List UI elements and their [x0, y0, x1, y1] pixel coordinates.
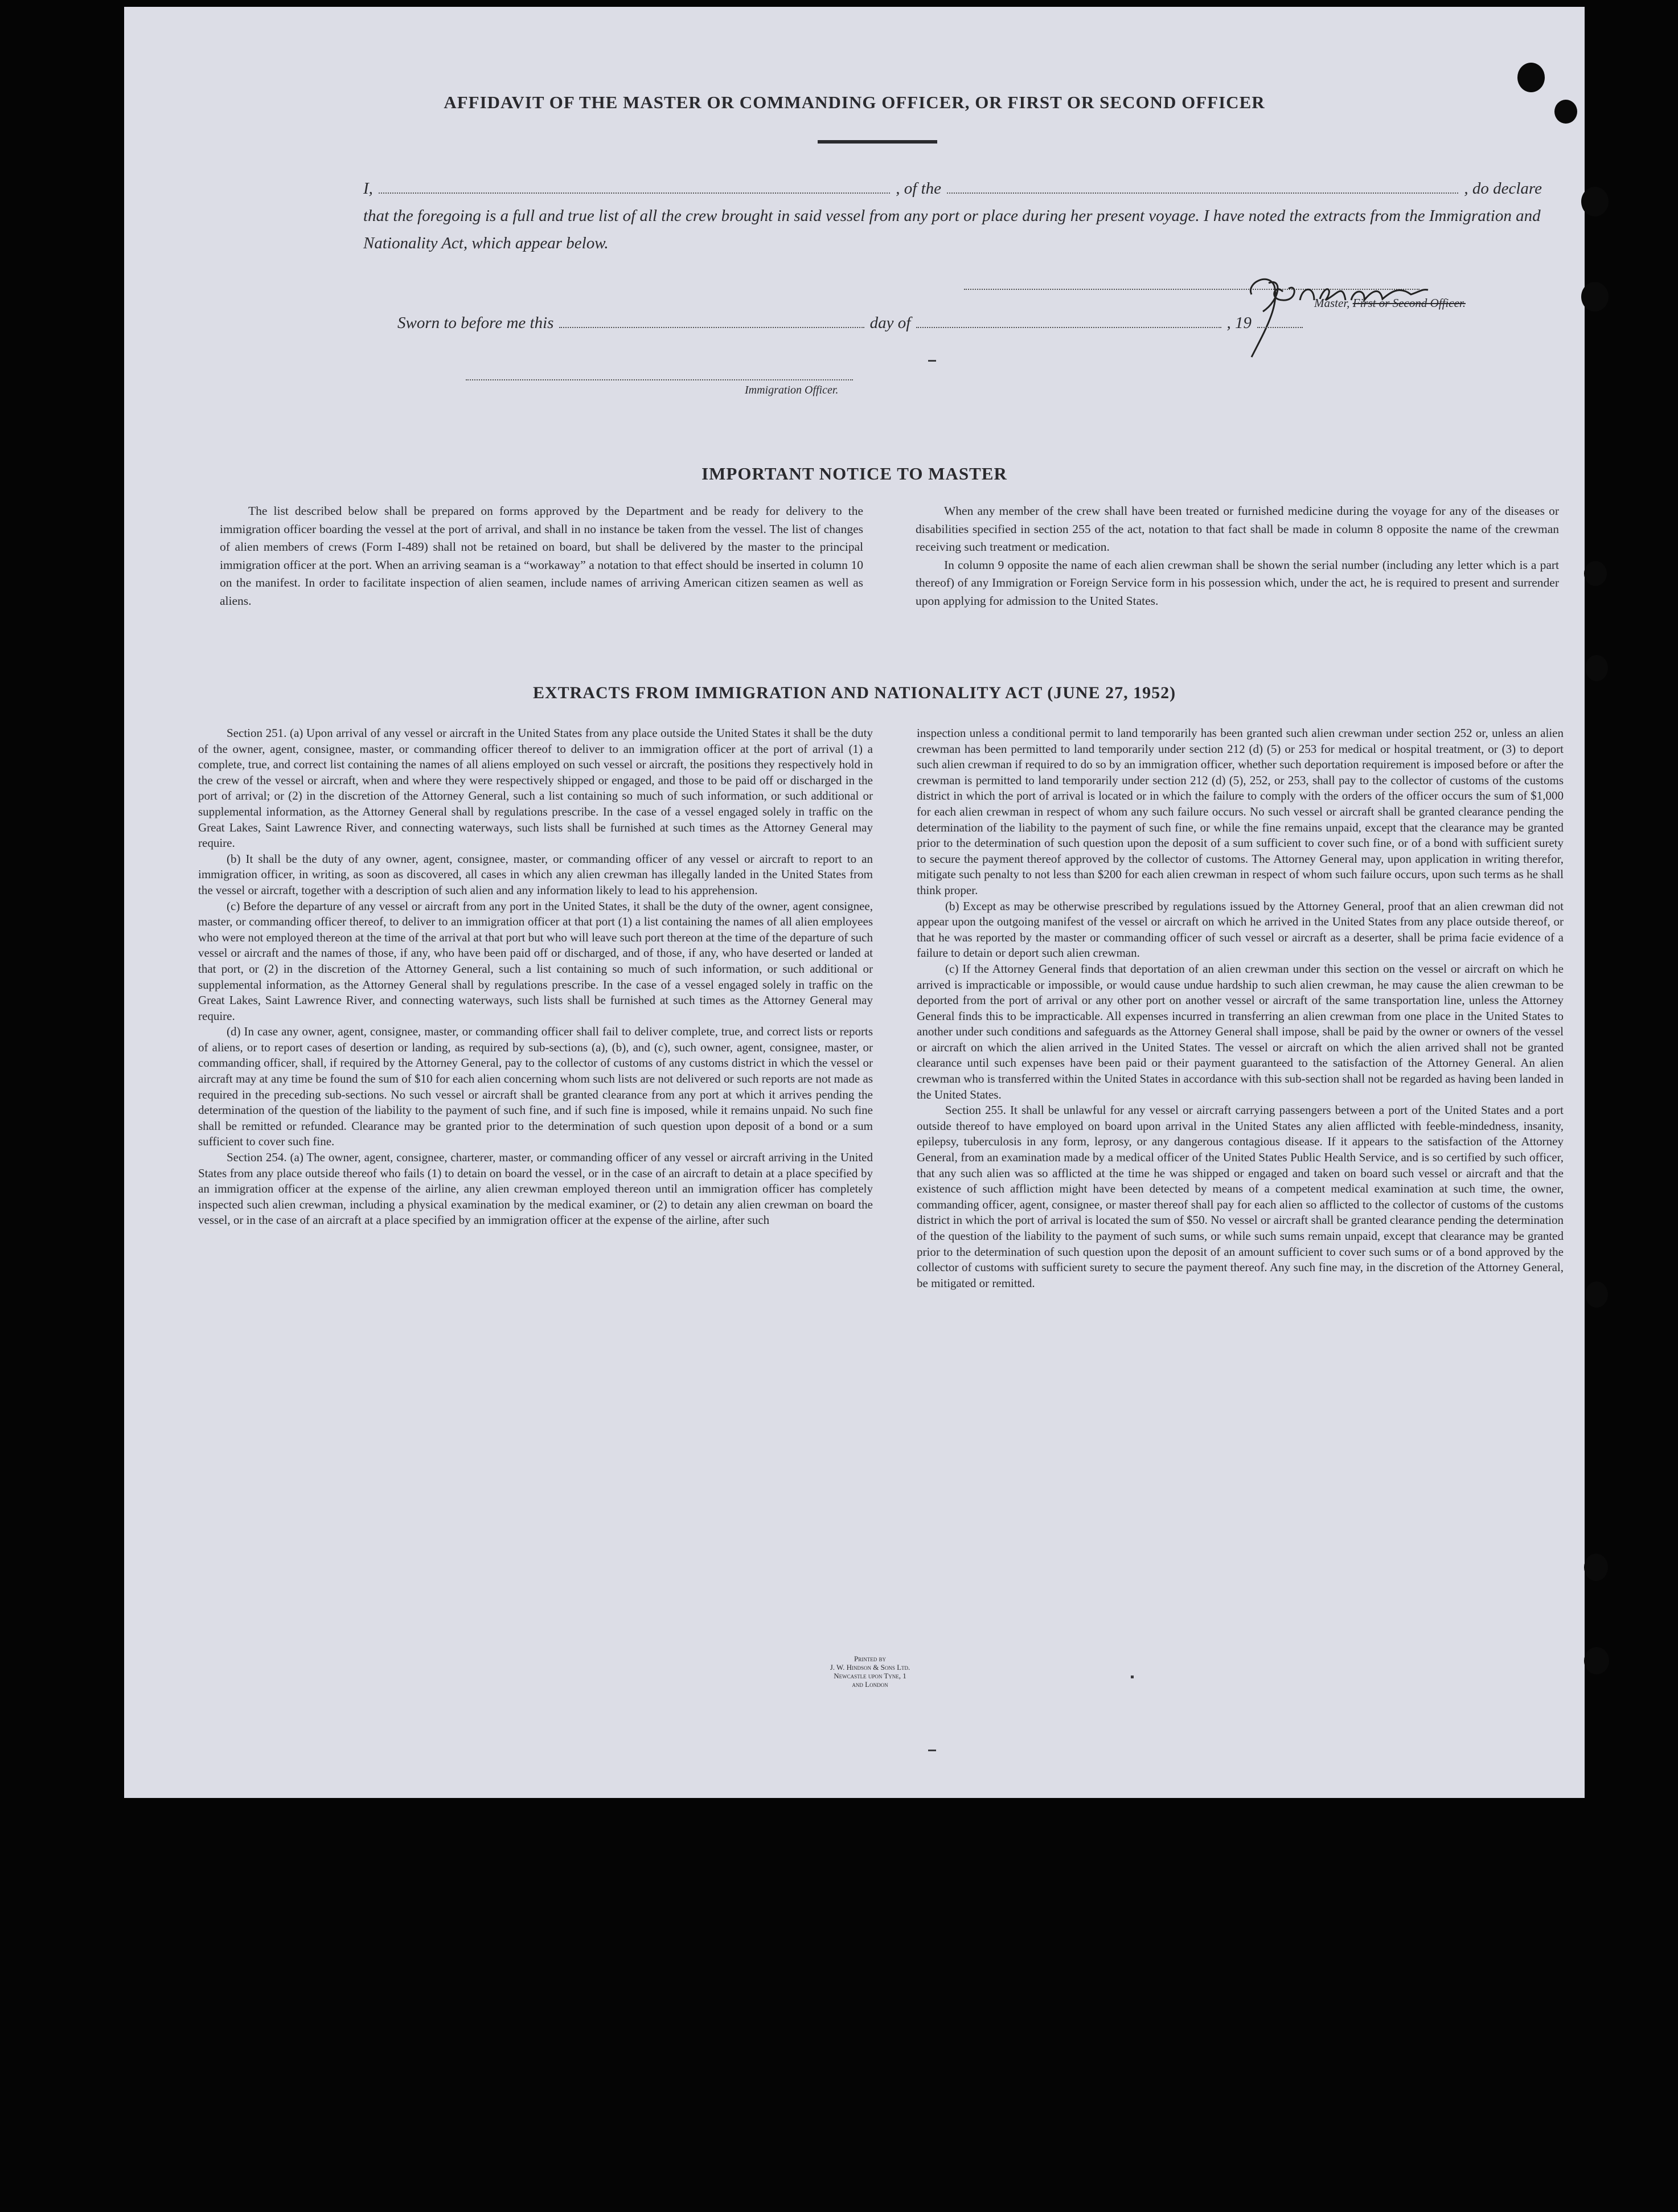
extract-paragraph: inspection unless a conditional permit to land temporarily has been granted such alien crewman under section 252 or, unless an alien crewman has been permitted to land temporarily under section 212 (d) (5) or 253 for medical or hospital treatment, or (3) to deport such alien crewman if required to do so by an immigration officer, whether such deportation requirement is imposed before or after the crewman is permitted to land temporarily under section 212 (d) (5), 252, or 253, shall pay to the collector of customs of the customs district in which the port of arrival is located or in which the failure to comply with the orders of the officer occurs the sum of $1,000 for each alien crewman in respect of whom any such failure occurs. No such vessel or aircraft shall be granted clearance pending the determination of the liability to the payment of such fine, or while the fine remains unpaid, except that the clearance may be granted prior to the determination of such question upon the deposit of a sum sufficient to cover such fine, or of a bond with sufficient surety to secure the payment thereof approved by the collector of customs. The Attorney General may, upon application in writing therefor, mitigate such penalty to not less than $200 for each alien crewman in respect of whom such failure occurs, upon such terms as he shall think proper. — [917, 726, 1564, 897]
document-page — [124, 7, 1585, 1798]
name-blank — [379, 177, 890, 194]
binder-hole — [1517, 63, 1545, 92]
stray-mark — [928, 1750, 936, 1751]
master-label — [1314, 296, 1466, 310]
declaration-text: that the foregoing is a full and true list of all the crew brought in said vessel from any port or place during her present voyage. I have noted the extracts from the Immigration and Nationality Act, which appear below. — [363, 207, 1541, 252]
extracts-left-column — [198, 726, 873, 1228]
extracts-right-column — [917, 726, 1564, 1291]
month-blank — [916, 313, 1221, 328]
binder-hole — [1554, 100, 1577, 124]
sworn-blank — [559, 313, 864, 328]
stray-mark — [928, 360, 936, 362]
declaration-i: I, — [363, 179, 373, 198]
printer-imprint — [699, 1654, 1041, 1689]
master-label-text: Master, — [1314, 296, 1350, 310]
sworn-line — [397, 313, 1308, 333]
declaration-of-the: , of the — [896, 179, 942, 198]
notice-title: IMPORTANT NOTICE TO MASTER — [701, 464, 1007, 484]
notice-left-paragraph: The list described below shall be prepared on forms approved by the Department and be ready for delivery to the immigration officer boarding the vessel at the port of arrival, and shall in no instance be taken from the vessel. The list of changes of alien members of crews (Form I-489) shall not be retained on board, but shall be delivered by the master to the principal immigration officer at the port. When an arriving seaman is a “workaway” a notation to that effect should be inserted in column 10 on the manifest. In order to facilitate inspection of alien seamen, include names of arriving American citizen seamen as well as aliens. — [220, 504, 863, 608]
extracts-title: EXTRACTS FROM IMMIGRATION AND NATIONALITY ACT (JUNE 27, 1952) — [532, 683, 1176, 702]
extract-paragraph: (c) Before the departure of any vessel or aircraft from any port in the United States, it shall be the duty of the owner, agent consignee, master, or commanding officer thereof, to deliver to an immigration officer at that port (1) a list containing the names of all alien employees who were not employed thereon at the time of the arrival at that port but who will leave such port thereon at the time of the departure of such vessel or aircraft and the names of those, if any, who have been paid off or discharged, and of those, if any, who have deserted or landed at that port, or (2) in the discretion of the Attorney General, such a list containing so much of such information, or such additional or supplemental information, as the Attorney General shall by regulations prescribe. In the case of a vessel engaged solely in traffic on the Great Lakes, Saint Lawrence River, and connecting waterways, such lists shall be furnished at such times as the Attorney General may require. — [198, 899, 873, 1023]
extract-paragraph: Section 255. It shall be unlawful for any vessel or aircraft carrying passengers between a port of the United States and a port outside thereof to have employed on board upon arrival in the United States any alien afflicted with feeble-mindedness, insanity, epilepsy, tuberculosis in any form, leprosy, or any dangerous contagious disease. If it appears to the satisfaction of the Attorney General, from an examination made by a medical officer of the United States Public Health Service, and is so certified by such officer, that any such alien was so afflicted at the time he was shipped or engaged and taken on board such vessel or aircraft and that the existence of such affliction might have been detected by means of a competent medical examination at such time, the owner, commanding officer, agent, consignee, or master thereof shall pay for each alien so afflicted to the collector of customs of the customs district in which the port of arrival is located the sum of $50. No vessel or aircraft shall be granted clearance pending the determination of the question of the liability to the payment of such sums, or while such sums remain unpaid, except that clearance may be granted prior to the determination of such question upon the deposit of an amount sufficient to cover such sums or of a bond approved by the collector of customs with sufficient surety to secure the payment thereof. Any such fine may, in the discretion of the Attorney General, be mitigated or remitted. — [917, 1103, 1564, 1290]
printer-line: Newcastle upon Tyne, 1 — [834, 1672, 906, 1680]
declaration-do-declare: , do declare — [1464, 179, 1542, 198]
declaration-line — [363, 175, 1542, 202]
binder-hole — [1581, 282, 1609, 312]
extract-paragraph: Section 251. (a) Upon arrival of any vessel or aircraft in the United States from any place outside the United States it shall be the duty of the owner, agent, consignee, master, or commanding officer thereof to deliver to an immigration officer at the port of arrival (1) a complete, true, and correct list containing the names of all aliens employed on such vessel or aircraft, the positions they respectively hold in the crew of the vessel or aircraft, when and where they were respectively shipped or engaged, and those to be paid off or discharged in the port of arrival; or (2) in the discretion of the Attorney General, such a list containing so much of such information, or such additional or supplemental information, as the Attorney General shall by regulations prescribe. In the case of a vessel engaged solely in traffic on the Great Lakes, Saint Lawrence River, and connecting waterways, such lists shall be furnished at such times as the Attorney General may require. — [198, 726, 873, 850]
vessel-blank — [947, 177, 1458, 194]
immigration-officer-line — [466, 379, 853, 380]
binder-hole — [1585, 1281, 1608, 1308]
affidavit-title: AFFIDAVIT OF THE MASTER OR COMMANDING OFFICER, OR FIRST OR SECOND OFFICER — [444, 92, 1265, 112]
extract-paragraph: (b) It shall be the duty of any owner, agent, consignee, master, or commanding officer of any vessel or aircraft to report to an immigration officer, in writing, as soon as discovered, all cases in which any alien crewman has illegally landed in the United States from the vessel or aircraft, together with a description of such alien and any information likely to lead to his apprehension. — [198, 851, 873, 897]
extract-paragraph: (c) If the Attorney General finds that deportation of an alien crewman under this section on the vessel or aircraft on which he arrived is impracticable or impossible, or would cause undue hardship to such alien crewman, he may cause the alien crewman to be deported from the port of arrival or any other port on another vessel or aircraft of the same transportation line, unless the Attorney General finds this to be impracticable. All expenses incurred in transferring an alien crewman from one place in the United States to another under such conditions and safeguards as the Attorney General shall impose, shall be paid by the owner or owners of the vessel or aircraft on which the alien arrived in the United States. The vessel or aircraft on which the alien arrived shall not be granted clearance until such expenses have been paid or their payment guaranteed to the satisfaction of the Attorney General. An alien crewman who is transferred within the United States in accordance with this sub-section shall not be regarded as having been landed in the United States. — [917, 961, 1564, 1101]
extract-paragraph: (d) In case any owner, agent, consignee, master, or commanding officer shall fail to deliver complete, true, and correct lists or reports of aliens, or to report cases of desertion or landing, as required by sub-sections (a), (b), and (c), such owner, agent, consignee, master, or commanding officer, shall, if required by the Attorney General, pay to the collector of customs of any customs district in which the vessel or aircraft may at any time be found the sum of $10 for each alien concerning whom such lists are not delivered or such reports are not made as required in the preceding sub-sections. No such vessel or aircraft shall be granted clearance from any port at which it arrives pending the determination of the question of the liability to the payment of such fine, and if such fine is imposed, while it remains unpaid. No such fine shall be remitted or refunded. Clearance may be granted prior to the determination of such question upon deposit of a bond or a sum sufficient to cover such fine. — [198, 1025, 873, 1149]
printer-line: Printed by — [854, 1654, 886, 1663]
binder-hole — [1584, 1554, 1608, 1581]
notice-right-paragraph: When any member of the crew shall have been treated or furnished medicine during the voyage for any of the diseases or disabilities specified in section 255 of the act, notation to that fact shall be made in column 8 opposite the name of the crewman receiving such treatment or medication. — [916, 504, 1559, 554]
binder-hole — [1581, 187, 1609, 216]
printer-line: J. W. Hindson & Sons Ltd. — [830, 1663, 910, 1672]
immigration-officer-label: Immigration Officer. — [745, 384, 839, 396]
declaration — [363, 175, 1542, 257]
binder-hole — [1585, 655, 1608, 681]
extract-paragraph: Section 254. (a) The owner, agent, consignee, charterer, master, or commanding officer of any vessel or aircraft arriving in the United States from any place outside thereof who fails (1) to detain on board the vessel, or in the case of an aircraft to detain at a place specified by an immigration officer at the expense of the airline, any alien crewman employed thereon until an immigration officer has completely inspected such alien crewman, including a physical examination by the medical examiner, or (2) to detain any alien crewman on board the vessel, or in the case of an aircraft at a place specified by an immigration officer at the expense of the airline, after such — [198, 1150, 873, 1227]
extract-paragraph: (b) Except as may be otherwise prescribed by regulations issued by the Attorney General, proof that an alien crewman did not appear upon the outgoing manifest of the vessel or aircraft on which he arrived in the United States from any place outside thereof, or that he was reported by the master or commanding officer of such vessel or aircraft as a deserter, shall be prima facie evidence of a failure to detain or deport such alien crewman. — [917, 899, 1564, 960]
year-blank — [1257, 313, 1303, 328]
sworn-day: day of — [869, 314, 911, 332]
binder-hole — [1584, 1647, 1609, 1674]
title-rule — [818, 140, 937, 144]
notice-right-paragraph: In column 9 opposite the name of each alien crewman shall be shown the serial number (including any letter which is a part thereof) of any Immigration or Foreign Service form in his possession which, under the act, he is required to present and surrender upon applying for admission to the United States. — [916, 558, 1559, 608]
stray-mark — [1131, 1676, 1134, 1678]
notice-left-column — [220, 502, 863, 610]
sworn-year: , 19 — [1226, 314, 1252, 332]
notice-right-column — [916, 502, 1559, 610]
printer-line: and London — [852, 1680, 888, 1689]
binder-hole — [1584, 561, 1607, 586]
struck-officer-label: First or Second Officer. — [1352, 296, 1466, 310]
sworn-text: Sworn to before me this — [397, 314, 554, 332]
